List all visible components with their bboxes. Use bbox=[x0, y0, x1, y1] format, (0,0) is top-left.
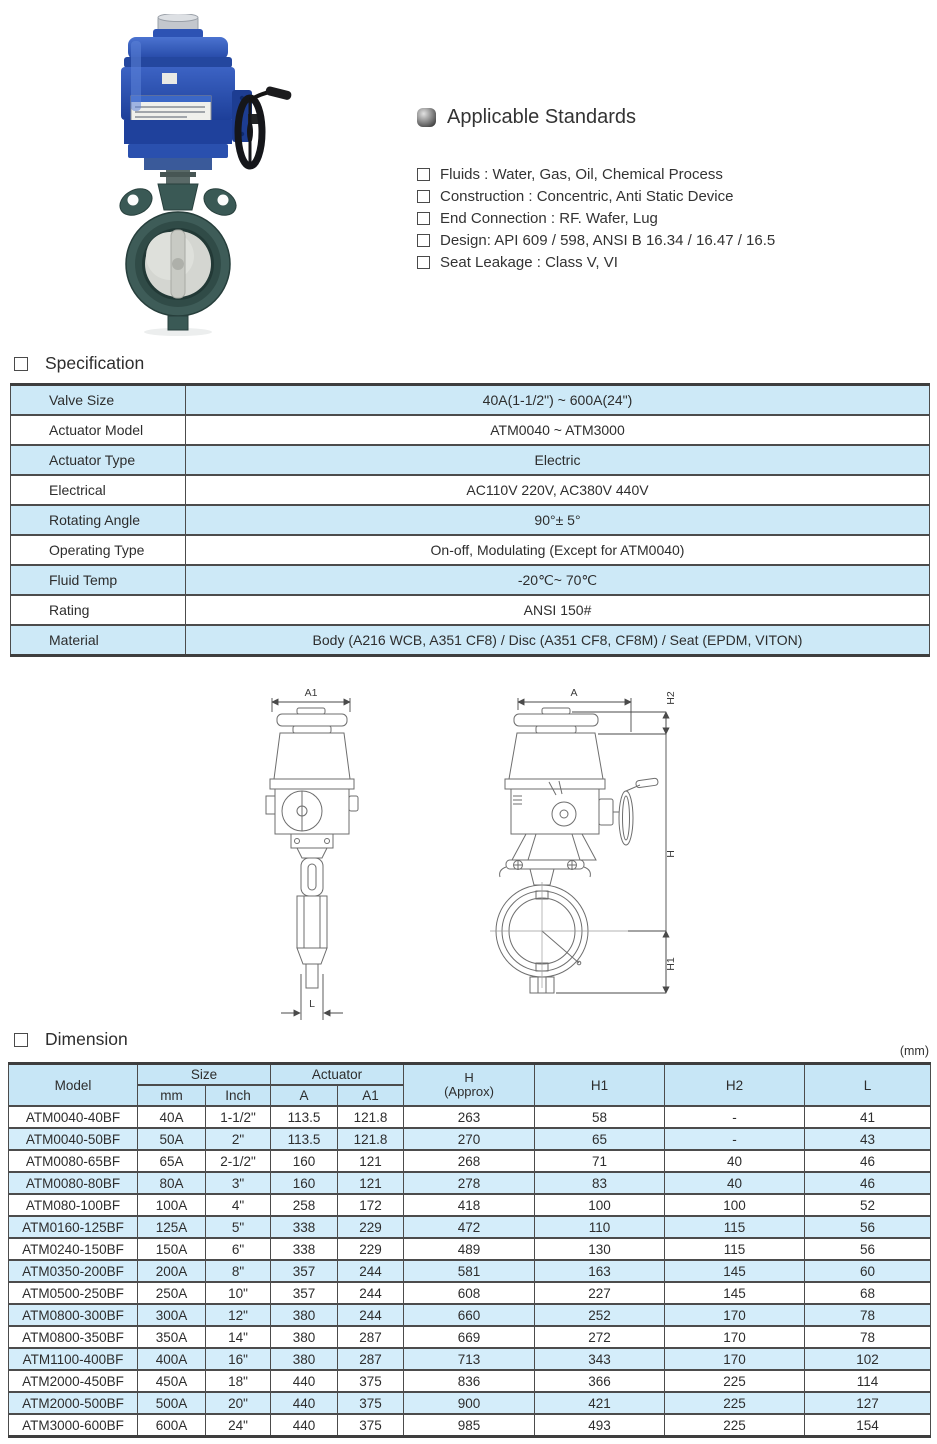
table-cell: 71 bbox=[535, 1150, 665, 1172]
table-cell: 400A bbox=[138, 1348, 206, 1370]
table-row bbox=[11, 505, 930, 535]
table-cell: 900 bbox=[404, 1392, 535, 1414]
table-cell: 669 bbox=[404, 1326, 535, 1348]
table-cell: 160 bbox=[271, 1150, 338, 1172]
table-cell: 421 bbox=[535, 1392, 665, 1414]
table-row bbox=[9, 1260, 931, 1282]
table-cell: 4" bbox=[206, 1194, 271, 1216]
table-cell: 836 bbox=[404, 1370, 535, 1392]
dimension-drawing-front-view bbox=[478, 686, 678, 1038]
table-cell: 58 bbox=[535, 1106, 665, 1128]
table-cell: ATM2000-500BF bbox=[9, 1392, 138, 1414]
dim-label-l: L bbox=[309, 998, 315, 1010]
table-cell: 287 bbox=[338, 1326, 404, 1348]
table-cell: 100 bbox=[535, 1194, 665, 1216]
table-cell: 608 bbox=[404, 1282, 535, 1304]
table-cell: 41 bbox=[805, 1106, 931, 1128]
table-cell: 229 bbox=[338, 1216, 404, 1238]
table-cell: 581 bbox=[404, 1260, 535, 1282]
table-cell: Electric bbox=[186, 445, 930, 475]
specification-table-body bbox=[11, 385, 930, 656]
table-cell: 227 bbox=[535, 1282, 665, 1304]
table-cell: 600A bbox=[138, 1414, 206, 1437]
table-cell: 472 bbox=[404, 1216, 535, 1238]
specification-section-title bbox=[14, 353, 144, 374]
dim-label-h2: H2 bbox=[665, 691, 677, 705]
table-cell: 450A bbox=[138, 1370, 206, 1392]
table-cell: Fluid Temp bbox=[11, 565, 186, 595]
table-cell: ATM0160-125BF bbox=[9, 1216, 138, 1238]
table-cell: 380 bbox=[271, 1326, 338, 1348]
table-cell: Actuator Model bbox=[11, 415, 186, 445]
table-cell: 113.5 bbox=[271, 1128, 338, 1150]
table-cell: 170 bbox=[665, 1304, 805, 1326]
specification-table bbox=[10, 383, 930, 657]
table-cell: 80A bbox=[138, 1172, 206, 1194]
table-cell: 52 bbox=[805, 1194, 931, 1216]
table-cell: 20" bbox=[206, 1392, 271, 1414]
column-header-a: A bbox=[271, 1085, 338, 1106]
column-header-a1: A1 bbox=[338, 1085, 404, 1106]
table-cell: 115 bbox=[665, 1216, 805, 1238]
table-cell: 78 bbox=[805, 1326, 931, 1348]
table-cell: 40A bbox=[138, 1106, 206, 1128]
table-cell: 125A bbox=[138, 1216, 206, 1238]
table-cell: Body (A216 WCB, A351 CF8) / Disc (A351 CF8, CF8M) / Seat (EPDM, VITON) bbox=[186, 625, 930, 656]
table-cell: ATM0040 ~ ATM3000 bbox=[186, 415, 930, 445]
table-cell: 660 bbox=[404, 1304, 535, 1326]
applicable-standards-section bbox=[417, 106, 929, 272]
table-cell: ATM3000-600BF bbox=[9, 1414, 138, 1437]
standards-list-item bbox=[417, 187, 929, 206]
table-cell: 985 bbox=[404, 1414, 535, 1437]
table-cell: 244 bbox=[338, 1282, 404, 1304]
table-cell: 40A(1-1/2") ~ 600A(24") bbox=[186, 385, 930, 416]
dimension-table bbox=[8, 1062, 931, 1438]
dimension-title-text: Dimension bbox=[45, 1029, 128, 1049]
table-row bbox=[11, 475, 930, 505]
table-cell: 121.8 bbox=[338, 1106, 404, 1128]
table-cell: 121 bbox=[338, 1150, 404, 1172]
table-cell: -20℃~ 70℃ bbox=[186, 565, 930, 595]
table-cell: 225 bbox=[665, 1392, 805, 1414]
table-cell: 343 bbox=[535, 1348, 665, 1370]
table-cell: Electrical bbox=[11, 475, 186, 505]
table-cell: 10" bbox=[206, 1282, 271, 1304]
table-cell: ATM0080-80BF bbox=[9, 1172, 138, 1194]
table-cell: 272 bbox=[535, 1326, 665, 1348]
table-cell: ATM0040-40BF bbox=[9, 1106, 138, 1128]
table-cell: 357 bbox=[271, 1282, 338, 1304]
dim-label-h1: H1 bbox=[665, 957, 677, 971]
table-cell: 300A bbox=[138, 1304, 206, 1326]
table-cell: ATM0240-150BF bbox=[9, 1238, 138, 1260]
table-cell: Rating bbox=[11, 595, 186, 625]
table-cell: 170 bbox=[665, 1326, 805, 1348]
table-row bbox=[9, 1304, 931, 1326]
table-row bbox=[9, 1106, 931, 1128]
section-bullet-icon bbox=[417, 108, 436, 127]
table-cell: 40 bbox=[665, 1172, 805, 1194]
table-cell: 65 bbox=[535, 1128, 665, 1150]
table-cell: 2-1/2" bbox=[206, 1150, 271, 1172]
table-cell: 263 bbox=[404, 1106, 535, 1128]
table-cell: ATM2000-450BF bbox=[9, 1370, 138, 1392]
table-row bbox=[11, 625, 930, 656]
table-cell: 121.8 bbox=[338, 1128, 404, 1150]
checkbox-icon bbox=[417, 212, 430, 225]
checkbox-icon bbox=[417, 190, 430, 203]
table-cell: 160 bbox=[271, 1172, 338, 1194]
table-cell: ATM0800-300BF bbox=[9, 1304, 138, 1326]
table-cell: ATM0500-250BF bbox=[9, 1282, 138, 1304]
table-cell: 145 bbox=[665, 1282, 805, 1304]
table-cell: 100 bbox=[665, 1194, 805, 1216]
table-cell: Actuator Type bbox=[11, 445, 186, 475]
dim-label-a1: A1 bbox=[304, 687, 318, 699]
dimension-table-header bbox=[9, 1064, 931, 1107]
table-cell: 225 bbox=[665, 1414, 805, 1437]
table-cell: Valve Size bbox=[11, 385, 186, 416]
column-header-inch: Inch bbox=[206, 1085, 271, 1106]
table-row bbox=[11, 415, 930, 445]
table-cell: 56 bbox=[805, 1238, 931, 1260]
table-cell: 493 bbox=[535, 1414, 665, 1437]
table-row bbox=[9, 1194, 931, 1216]
table-cell: AC110V 220V, AC380V 440V bbox=[186, 475, 930, 505]
table-cell: 338 bbox=[271, 1216, 338, 1238]
table-cell: 2" bbox=[206, 1128, 271, 1150]
unit-note: (mm) bbox=[899, 1044, 929, 1058]
table-row bbox=[9, 1238, 931, 1260]
table-row bbox=[11, 445, 930, 475]
table-row bbox=[11, 385, 930, 416]
table-cell: 102 bbox=[805, 1348, 931, 1370]
table-cell: 114 bbox=[805, 1370, 931, 1392]
table-cell: 68 bbox=[805, 1282, 931, 1304]
table-cell: 225 bbox=[665, 1370, 805, 1392]
table-cell: ATM0040-50BF bbox=[9, 1128, 138, 1150]
table-cell: 350A bbox=[138, 1326, 206, 1348]
table-cell: ATM0800-350BF bbox=[9, 1326, 138, 1348]
column-header-h2: H2 bbox=[665, 1064, 805, 1107]
standards-item-text: Fluids : Water, Gas, Oil, Chemical Process bbox=[440, 166, 723, 183]
specification-title-text: Specification bbox=[45, 353, 145, 373]
table-cell: 115 bbox=[665, 1238, 805, 1260]
table-cell: 18" bbox=[206, 1370, 271, 1392]
table-cell: - bbox=[665, 1106, 805, 1128]
table-row bbox=[9, 1282, 931, 1304]
column-header-h-approx: H (Approx) bbox=[404, 1064, 535, 1107]
table-cell: 440 bbox=[271, 1370, 338, 1392]
table-cell: 40 bbox=[665, 1150, 805, 1172]
table-cell: 1-1/2" bbox=[206, 1106, 271, 1128]
table-cell: 46 bbox=[805, 1172, 931, 1194]
table-cell: ATM0080-65BF bbox=[9, 1150, 138, 1172]
table-cell: ATM080-100BF bbox=[9, 1194, 138, 1216]
table-cell: 170 bbox=[665, 1348, 805, 1370]
table-cell: 24" bbox=[206, 1414, 271, 1437]
table-row bbox=[9, 1128, 931, 1150]
standards-item-text: End Connection : RF. Wafer, Lug bbox=[440, 210, 658, 227]
standards-list bbox=[417, 165, 929, 272]
standards-list-item bbox=[417, 253, 929, 272]
table-cell: 5" bbox=[206, 1216, 271, 1238]
table-cell: 90°± 5° bbox=[186, 505, 930, 535]
checkbox-icon bbox=[417, 168, 430, 181]
table-cell: 338 bbox=[271, 1238, 338, 1260]
table-cell: 145 bbox=[665, 1260, 805, 1282]
table-cell: 154 bbox=[805, 1414, 931, 1437]
table-cell: 150A bbox=[138, 1238, 206, 1260]
column-header-actuator: Actuator bbox=[271, 1064, 404, 1086]
table-cell: 56 bbox=[805, 1216, 931, 1238]
table-cell: 3" bbox=[206, 1172, 271, 1194]
column-header-size: Size bbox=[138, 1064, 271, 1086]
table-row bbox=[9, 1216, 931, 1238]
table-cell: 12" bbox=[206, 1304, 271, 1326]
table-cell: Material bbox=[11, 625, 186, 656]
butterfly-valve bbox=[115, 170, 240, 330]
dim-label-h: H bbox=[665, 850, 677, 858]
table-cell: 65A bbox=[138, 1150, 206, 1172]
table-cell: 229 bbox=[338, 1238, 404, 1260]
applicable-standards-heading bbox=[417, 106, 929, 129]
table-cell: 366 bbox=[535, 1370, 665, 1392]
table-cell: On-off, Modulating (Except for ATM0040) bbox=[186, 535, 930, 565]
table-row bbox=[11, 565, 930, 595]
table-cell: 357 bbox=[271, 1260, 338, 1282]
table-row bbox=[9, 1348, 931, 1370]
table-cell: 163 bbox=[535, 1260, 665, 1282]
table-cell: - bbox=[665, 1128, 805, 1150]
table-cell: 500A bbox=[138, 1392, 206, 1414]
table-cell: ATM0350-200BF bbox=[9, 1260, 138, 1282]
column-header-model: Model bbox=[9, 1064, 138, 1107]
table-cell: 418 bbox=[404, 1194, 535, 1216]
dim-label-a: A bbox=[570, 687, 578, 699]
standards-item-text: Design: API 609 / 598, ANSI B 16.34 / 16.47 / 16.5 bbox=[440, 232, 776, 249]
table-cell: ANSI 150# bbox=[186, 595, 930, 625]
table-cell: Rotating Angle bbox=[11, 505, 186, 535]
table-cell: 46 bbox=[805, 1150, 931, 1172]
table-cell: 130 bbox=[535, 1238, 665, 1260]
checkbox-icon bbox=[14, 1033, 28, 1047]
table-cell: 83 bbox=[535, 1172, 665, 1194]
table-row bbox=[11, 535, 930, 565]
table-cell: 78 bbox=[805, 1304, 931, 1326]
table-cell: 110 bbox=[535, 1216, 665, 1238]
table-row bbox=[11, 595, 930, 625]
applicable-standards-title-text: Applicable Standards bbox=[447, 106, 637, 128]
dimension-section-title bbox=[14, 1029, 128, 1050]
dimension-table-body bbox=[9, 1106, 931, 1437]
table-cell: 16" bbox=[206, 1348, 271, 1370]
checkbox-icon bbox=[417, 234, 430, 247]
table-cell: 440 bbox=[271, 1392, 338, 1414]
table-cell: 121 bbox=[338, 1172, 404, 1194]
table-cell: 252 bbox=[535, 1304, 665, 1326]
table-cell: 113.5 bbox=[271, 1106, 338, 1128]
table-cell: 270 bbox=[404, 1128, 535, 1150]
product-photo bbox=[98, 14, 298, 336]
standards-item-text: Seat Leakage : Class V, VI bbox=[440, 254, 618, 271]
table-cell: 250A bbox=[138, 1282, 206, 1304]
table-cell: 50A bbox=[138, 1128, 206, 1150]
table-cell: 14" bbox=[206, 1326, 271, 1348]
standards-item-text: Construction : Concentric, Anti Static Device bbox=[440, 188, 734, 205]
table-row bbox=[9, 1172, 931, 1194]
table-cell: ATM1100-400BF bbox=[9, 1348, 138, 1370]
table-cell: 6" bbox=[206, 1238, 271, 1260]
table-cell: 8" bbox=[206, 1260, 271, 1282]
standards-list-item bbox=[417, 165, 929, 184]
table-cell: 278 bbox=[404, 1172, 535, 1194]
standards-list-item bbox=[417, 231, 929, 250]
table-row bbox=[9, 1326, 931, 1348]
table-row bbox=[9, 1370, 931, 1392]
table-cell: 375 bbox=[338, 1392, 404, 1414]
standards-list-item bbox=[417, 209, 929, 228]
table-cell: Operating Type bbox=[11, 535, 186, 565]
table-cell: 127 bbox=[805, 1392, 931, 1414]
table-cell: 375 bbox=[338, 1370, 404, 1392]
table-cell: 244 bbox=[338, 1304, 404, 1326]
dimension-drawing-side-view bbox=[255, 686, 375, 1038]
table-cell: 258 bbox=[271, 1194, 338, 1216]
table-row bbox=[9, 1392, 931, 1414]
table-cell: 60 bbox=[805, 1260, 931, 1282]
table-cell: 244 bbox=[338, 1260, 404, 1282]
column-header-h1: H1 bbox=[535, 1064, 665, 1107]
checkbox-icon bbox=[417, 256, 430, 269]
table-cell: 380 bbox=[271, 1348, 338, 1370]
table-cell: 713 bbox=[404, 1348, 535, 1370]
table-cell: 200A bbox=[138, 1260, 206, 1282]
table-cell: 268 bbox=[404, 1150, 535, 1172]
table-row bbox=[9, 1150, 931, 1172]
table-cell: 287 bbox=[338, 1348, 404, 1370]
table-cell: 489 bbox=[404, 1238, 535, 1260]
column-header-mm: mm bbox=[138, 1085, 206, 1106]
column-header-l: L bbox=[805, 1064, 931, 1107]
table-row bbox=[9, 1414, 931, 1437]
table-cell: 43 bbox=[805, 1128, 931, 1150]
checkbox-icon bbox=[14, 357, 28, 371]
table-cell: 375 bbox=[338, 1414, 404, 1437]
table-cell: 440 bbox=[271, 1414, 338, 1437]
table-cell: 172 bbox=[338, 1194, 404, 1216]
table-cell: 100A bbox=[138, 1194, 206, 1216]
table-cell: 380 bbox=[271, 1304, 338, 1326]
